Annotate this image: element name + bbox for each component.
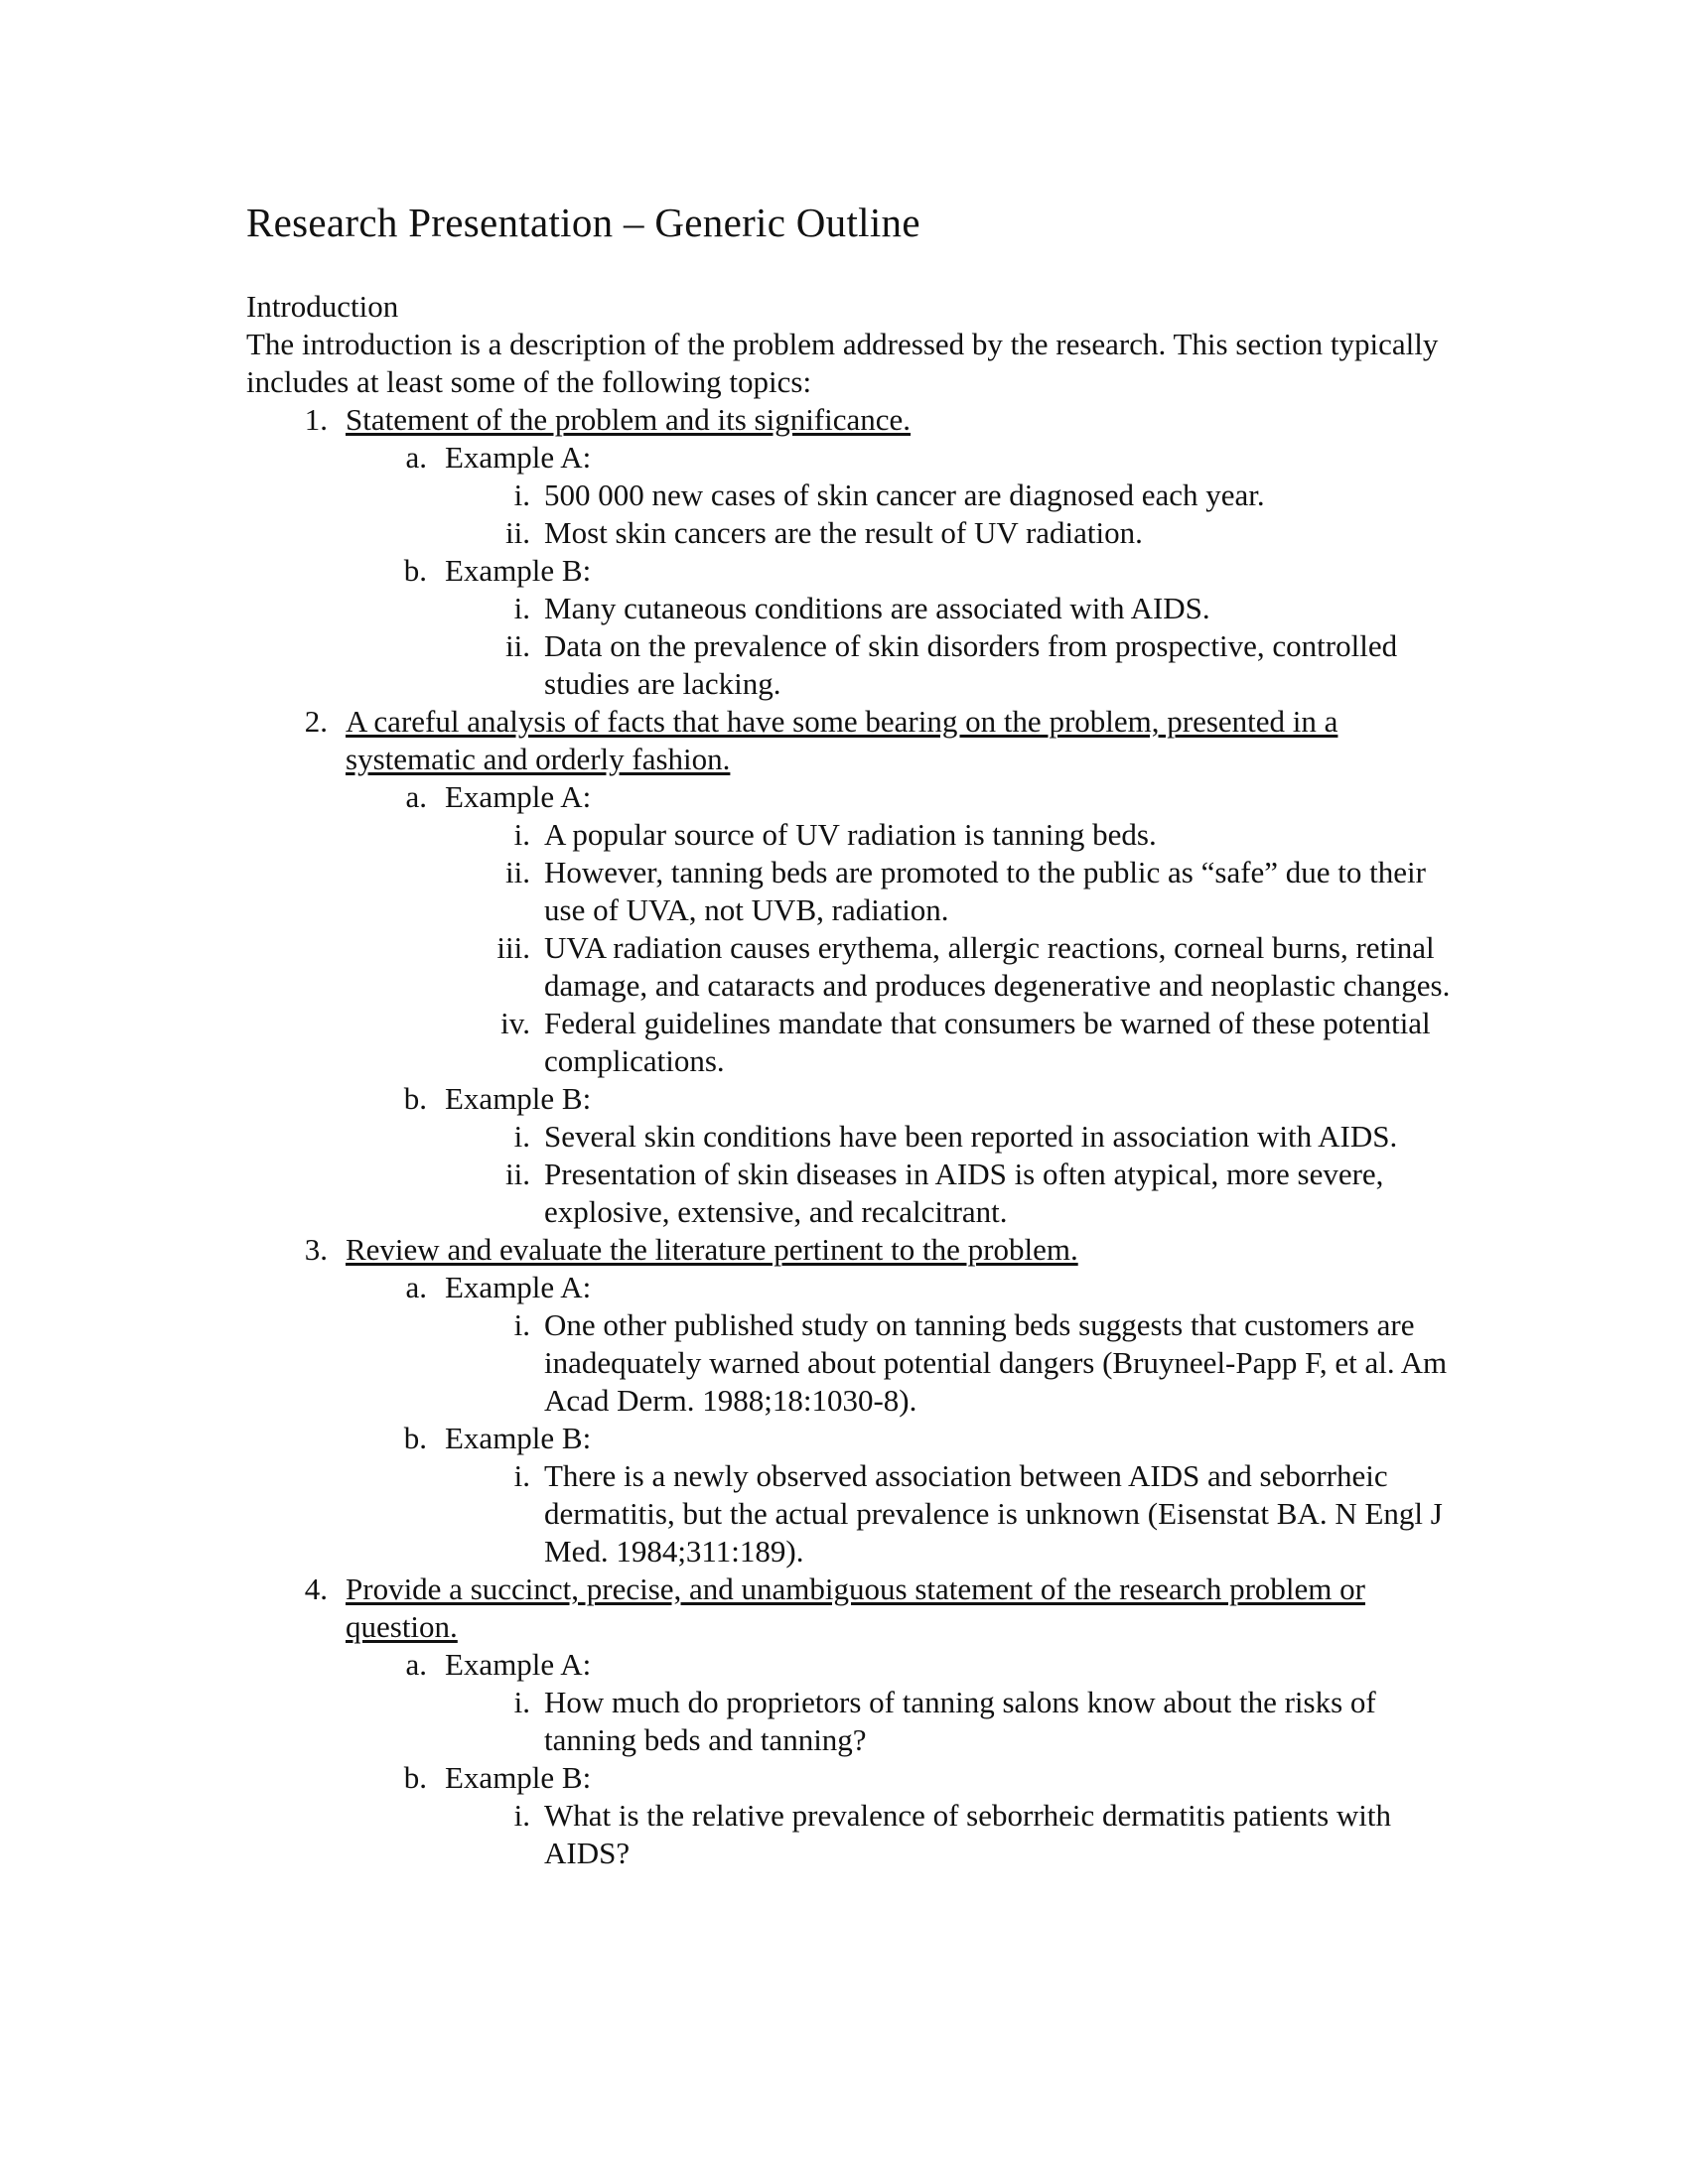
topic-number: 2. (304, 704, 328, 739)
item-text: Most skin cancers are the result of UV radiation. (544, 515, 1143, 550)
outline-topic (246, 401, 1458, 439)
document-page (246, 195, 1458, 1872)
example-text: Example B: (445, 553, 592, 588)
topic-number: 3. (304, 1232, 328, 1267)
outline-item (246, 627, 1458, 703)
example-label: b. (403, 553, 427, 588)
example-text: Example A: (445, 1270, 592, 1304)
item-number: i. (513, 478, 530, 512)
topic-text: A careful analysis of facts that have some bearing on the problem, presented in a systematic and orderly fashion. (346, 704, 1338, 776)
item-number: i. (513, 1119, 530, 1154)
outline-item (246, 477, 1458, 514)
outline-list (246, 401, 1458, 1872)
item-number: ii. (505, 628, 530, 663)
page-title: Research Presentation – Generic Outline (246, 200, 920, 245)
item-text: There is a newly observed association between AIDS and seborrheic dermatitis, but the actual prevalence is unknown (Eisenstat BA. N Engl J Med. 1984;311:189). (544, 1458, 1443, 1569)
example-text: Example B: (445, 1760, 592, 1795)
outline-example (246, 778, 1458, 816)
example-text: Example B: (445, 1081, 592, 1116)
item-text: How much do proprietors of tanning salons know about the risks of tanning beds and tanning? (544, 1685, 1376, 1757)
example-label: a. (405, 779, 427, 814)
item-text: Federal guidelines mandate that consumers be warned of these potential complications. (544, 1006, 1431, 1078)
example-text: Example A: (445, 440, 592, 475)
topic-text: Review and evaluate the literature pertinent to the problem. (346, 1232, 1078, 1267)
outline-item (246, 854, 1458, 929)
item-number: i. (513, 1458, 530, 1493)
topic-number: 4. (304, 1571, 328, 1606)
outline-item (246, 514, 1458, 552)
intro-paragraph: The introduction is a description of the problem addressed by the research. This section typically includes at least some of the following topics: (246, 327, 1439, 399)
outline-example (246, 1269, 1458, 1306)
example-label: b. (403, 1421, 427, 1455)
item-number: iii. (496, 930, 530, 965)
outline-item (246, 590, 1458, 627)
item-text: Data on the prevalence of skin disorders from prospective, controlled studies are lacking. (544, 628, 1398, 701)
item-text: Many cutaneous conditions are associated with AIDS. (544, 591, 1210, 625)
outline-item (246, 1306, 1458, 1420)
item-number: i. (513, 1685, 530, 1719)
item-text: A popular source of UV radiation is tanning beds. (544, 817, 1157, 852)
item-number: i. (513, 1798, 530, 1833)
outline-item (246, 1684, 1458, 1759)
section-heading: Introduction (246, 289, 399, 324)
item-text: One other published study on tanning beds suggests that customers are inadequately warned about potential dangers (Bruyneel-Papp F, et al. Am Acad Derm. 1988;18:1030-8). (544, 1307, 1448, 1418)
topic-text: Provide a succinct, precise, and unambiguous statement of the research problem or question. (346, 1571, 1365, 1644)
item-number: ii. (505, 515, 530, 550)
example-label: a. (405, 1647, 427, 1682)
topic-text: Statement of the problem and its significance. (346, 402, 912, 437)
outline-item (246, 816, 1458, 854)
outline-topic (246, 703, 1458, 778)
example-text: Example B: (445, 1421, 592, 1455)
item-number: i. (513, 591, 530, 625)
example-text: Example A: (445, 779, 592, 814)
outline-item (246, 1118, 1458, 1156)
item-text: 500 000 new cases of skin cancer are diagnosed each year. (544, 478, 1265, 512)
item-number: i. (513, 817, 530, 852)
outline-topic (246, 1231, 1458, 1269)
item-text: Several skin conditions have been reported in association with AIDS. (544, 1119, 1398, 1154)
topic-number: 1. (304, 402, 328, 437)
item-text: However, tanning beds are promoted to the public as “safe” due to their use of UVA, not UVB, radiation. (544, 855, 1426, 927)
example-label: a. (405, 1270, 427, 1304)
item-number: iv. (500, 1006, 530, 1040)
outline-example (246, 1759, 1458, 1797)
outline-example (246, 1646, 1458, 1684)
example-label: a. (405, 440, 427, 475)
outline-item (246, 1005, 1458, 1080)
outline-example (246, 1080, 1458, 1118)
outline-example (246, 439, 1458, 477)
item-number: ii. (505, 1157, 530, 1191)
item-text: What is the relative prevalence of seborrheic dermatitis patients with AIDS? (544, 1798, 1392, 1870)
outline-example (246, 1420, 1458, 1457)
outline-item (246, 1457, 1458, 1570)
outline-item (246, 929, 1458, 1005)
example-label: b. (403, 1081, 427, 1116)
item-number: ii. (505, 855, 530, 889)
outline-item (246, 1156, 1458, 1231)
item-text: UVA radiation causes erythema, allergic reactions, corneal burns, retinal damage, and cataracts and produces degenerative and neoplastic changes. (544, 930, 1451, 1003)
item-text: Presentation of skin diseases in AIDS is often atypical, more severe, explosive, extensive, and recalcitrant. (544, 1157, 1384, 1229)
outline-topic (246, 1570, 1458, 1646)
outline-item (246, 1797, 1458, 1872)
outline-example (246, 552, 1458, 590)
item-number: i. (513, 1307, 530, 1342)
example-label: b. (403, 1760, 427, 1795)
example-text: Example A: (445, 1647, 592, 1682)
